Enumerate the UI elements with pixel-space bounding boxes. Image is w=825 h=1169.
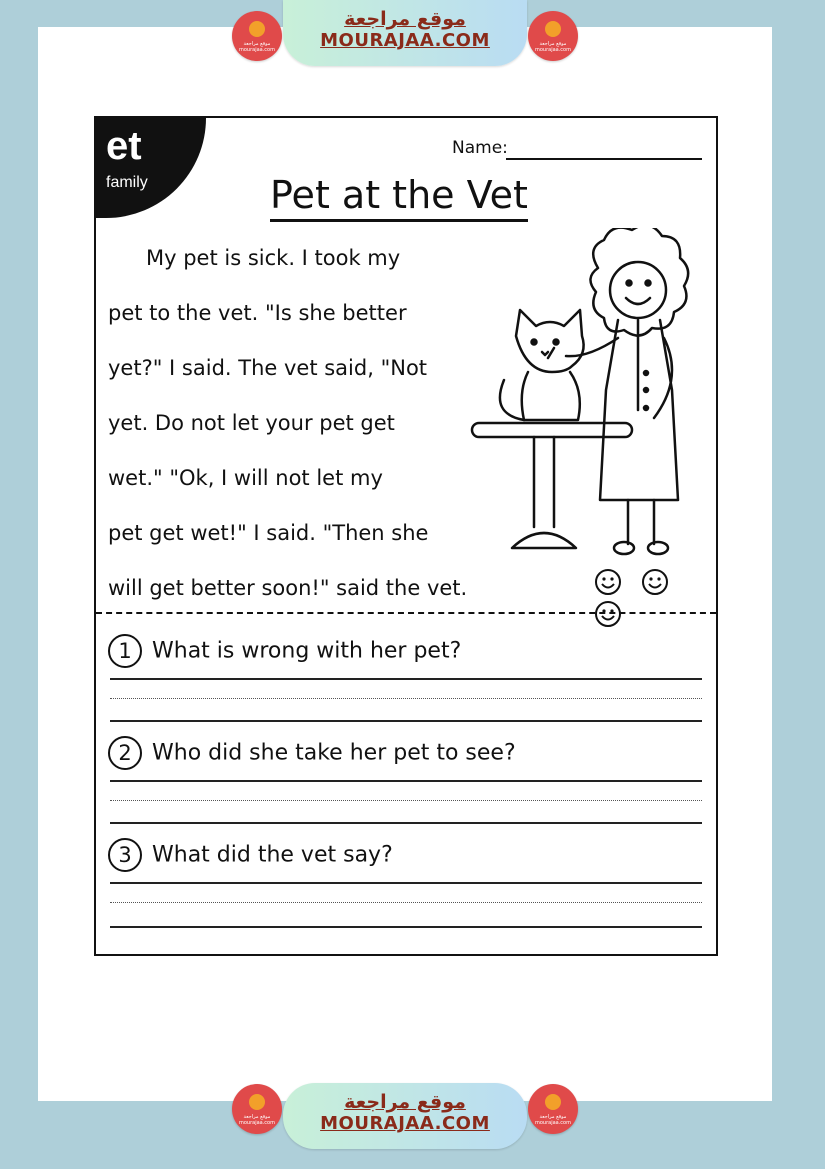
name-label: Name: — [452, 138, 508, 158]
answer-line[interactable] — [110, 678, 702, 680]
section-divider — [96, 612, 716, 614]
word-family: et — [106, 124, 142, 168]
word-family-label: family — [106, 174, 148, 191]
answer-line[interactable] — [110, 780, 702, 782]
site-banner-top[interactable] — [283, 0, 527, 66]
story-line: yet. Do not let your pet get — [108, 411, 395, 435]
site-logo-badge-left-bottom: موقع مراجعة mourajaa.com — [232, 1084, 282, 1134]
smiley-icon[interactable] — [641, 568, 669, 596]
name-field[interactable] — [506, 158, 702, 160]
smiley-icon[interactable] — [594, 600, 622, 628]
question-3 — [108, 838, 393, 872]
site-url[interactable]: MOURAJAA.COM — [320, 30, 490, 51]
reading-worksheet — [94, 116, 718, 956]
question-2 — [108, 736, 516, 770]
site-logo-badge-left-top: موقع مراجعة mourajaa.com — [232, 11, 282, 61]
question-number: 2 — [108, 736, 142, 770]
site-name-arabic[interactable]: موقع مراجعة — [344, 1091, 466, 1113]
word-family-tag — [96, 118, 206, 218]
story-line: My pet is sick. I took my — [146, 246, 401, 270]
answer-line[interactable] — [110, 926, 702, 928]
rating-faces — [594, 568, 716, 632]
story-line: wet." "Ok, I will not let my — [108, 466, 383, 490]
site-name-arabic[interactable]: موقع مراجعة — [344, 8, 466, 30]
story-line: yet?" I said. The vet said, "Not — [108, 356, 428, 380]
question-text: What did the vet say? — [152, 842, 393, 868]
page-title: Pet at the Vet — [270, 173, 528, 222]
question-text: Who did she take her pet to see? — [152, 740, 516, 766]
answer-line[interactable] — [110, 720, 702, 722]
vet-and-cat-illustration — [468, 228, 698, 558]
answer-line[interactable] — [110, 822, 702, 824]
story-line: pet get wet!" I said. "Then she — [108, 521, 429, 545]
smiley-icon[interactable] — [594, 568, 622, 596]
question-1 — [108, 634, 461, 668]
question-number: 3 — [108, 838, 142, 872]
answer-guide-line — [110, 902, 702, 903]
site-logo-badge-right-bottom: موقع مراجعة mourajaa.com — [528, 1084, 578, 1134]
site-url[interactable]: MOURAJAA.COM — [320, 1113, 490, 1134]
answer-guide-line — [110, 698, 702, 699]
story-line: pet to the vet. "Is she better — [108, 301, 407, 325]
answer-line[interactable] — [110, 882, 702, 884]
question-number: 1 — [108, 634, 142, 668]
story-line: will get better soon!" said the vet. — [108, 576, 468, 600]
site-logo-badge-right-top: موقع مراجعة mourajaa.com — [528, 11, 578, 61]
answer-guide-line — [110, 800, 702, 801]
site-banner-bottom[interactable] — [283, 1083, 527, 1149]
question-text: What is wrong with her pet? — [152, 638, 462, 664]
